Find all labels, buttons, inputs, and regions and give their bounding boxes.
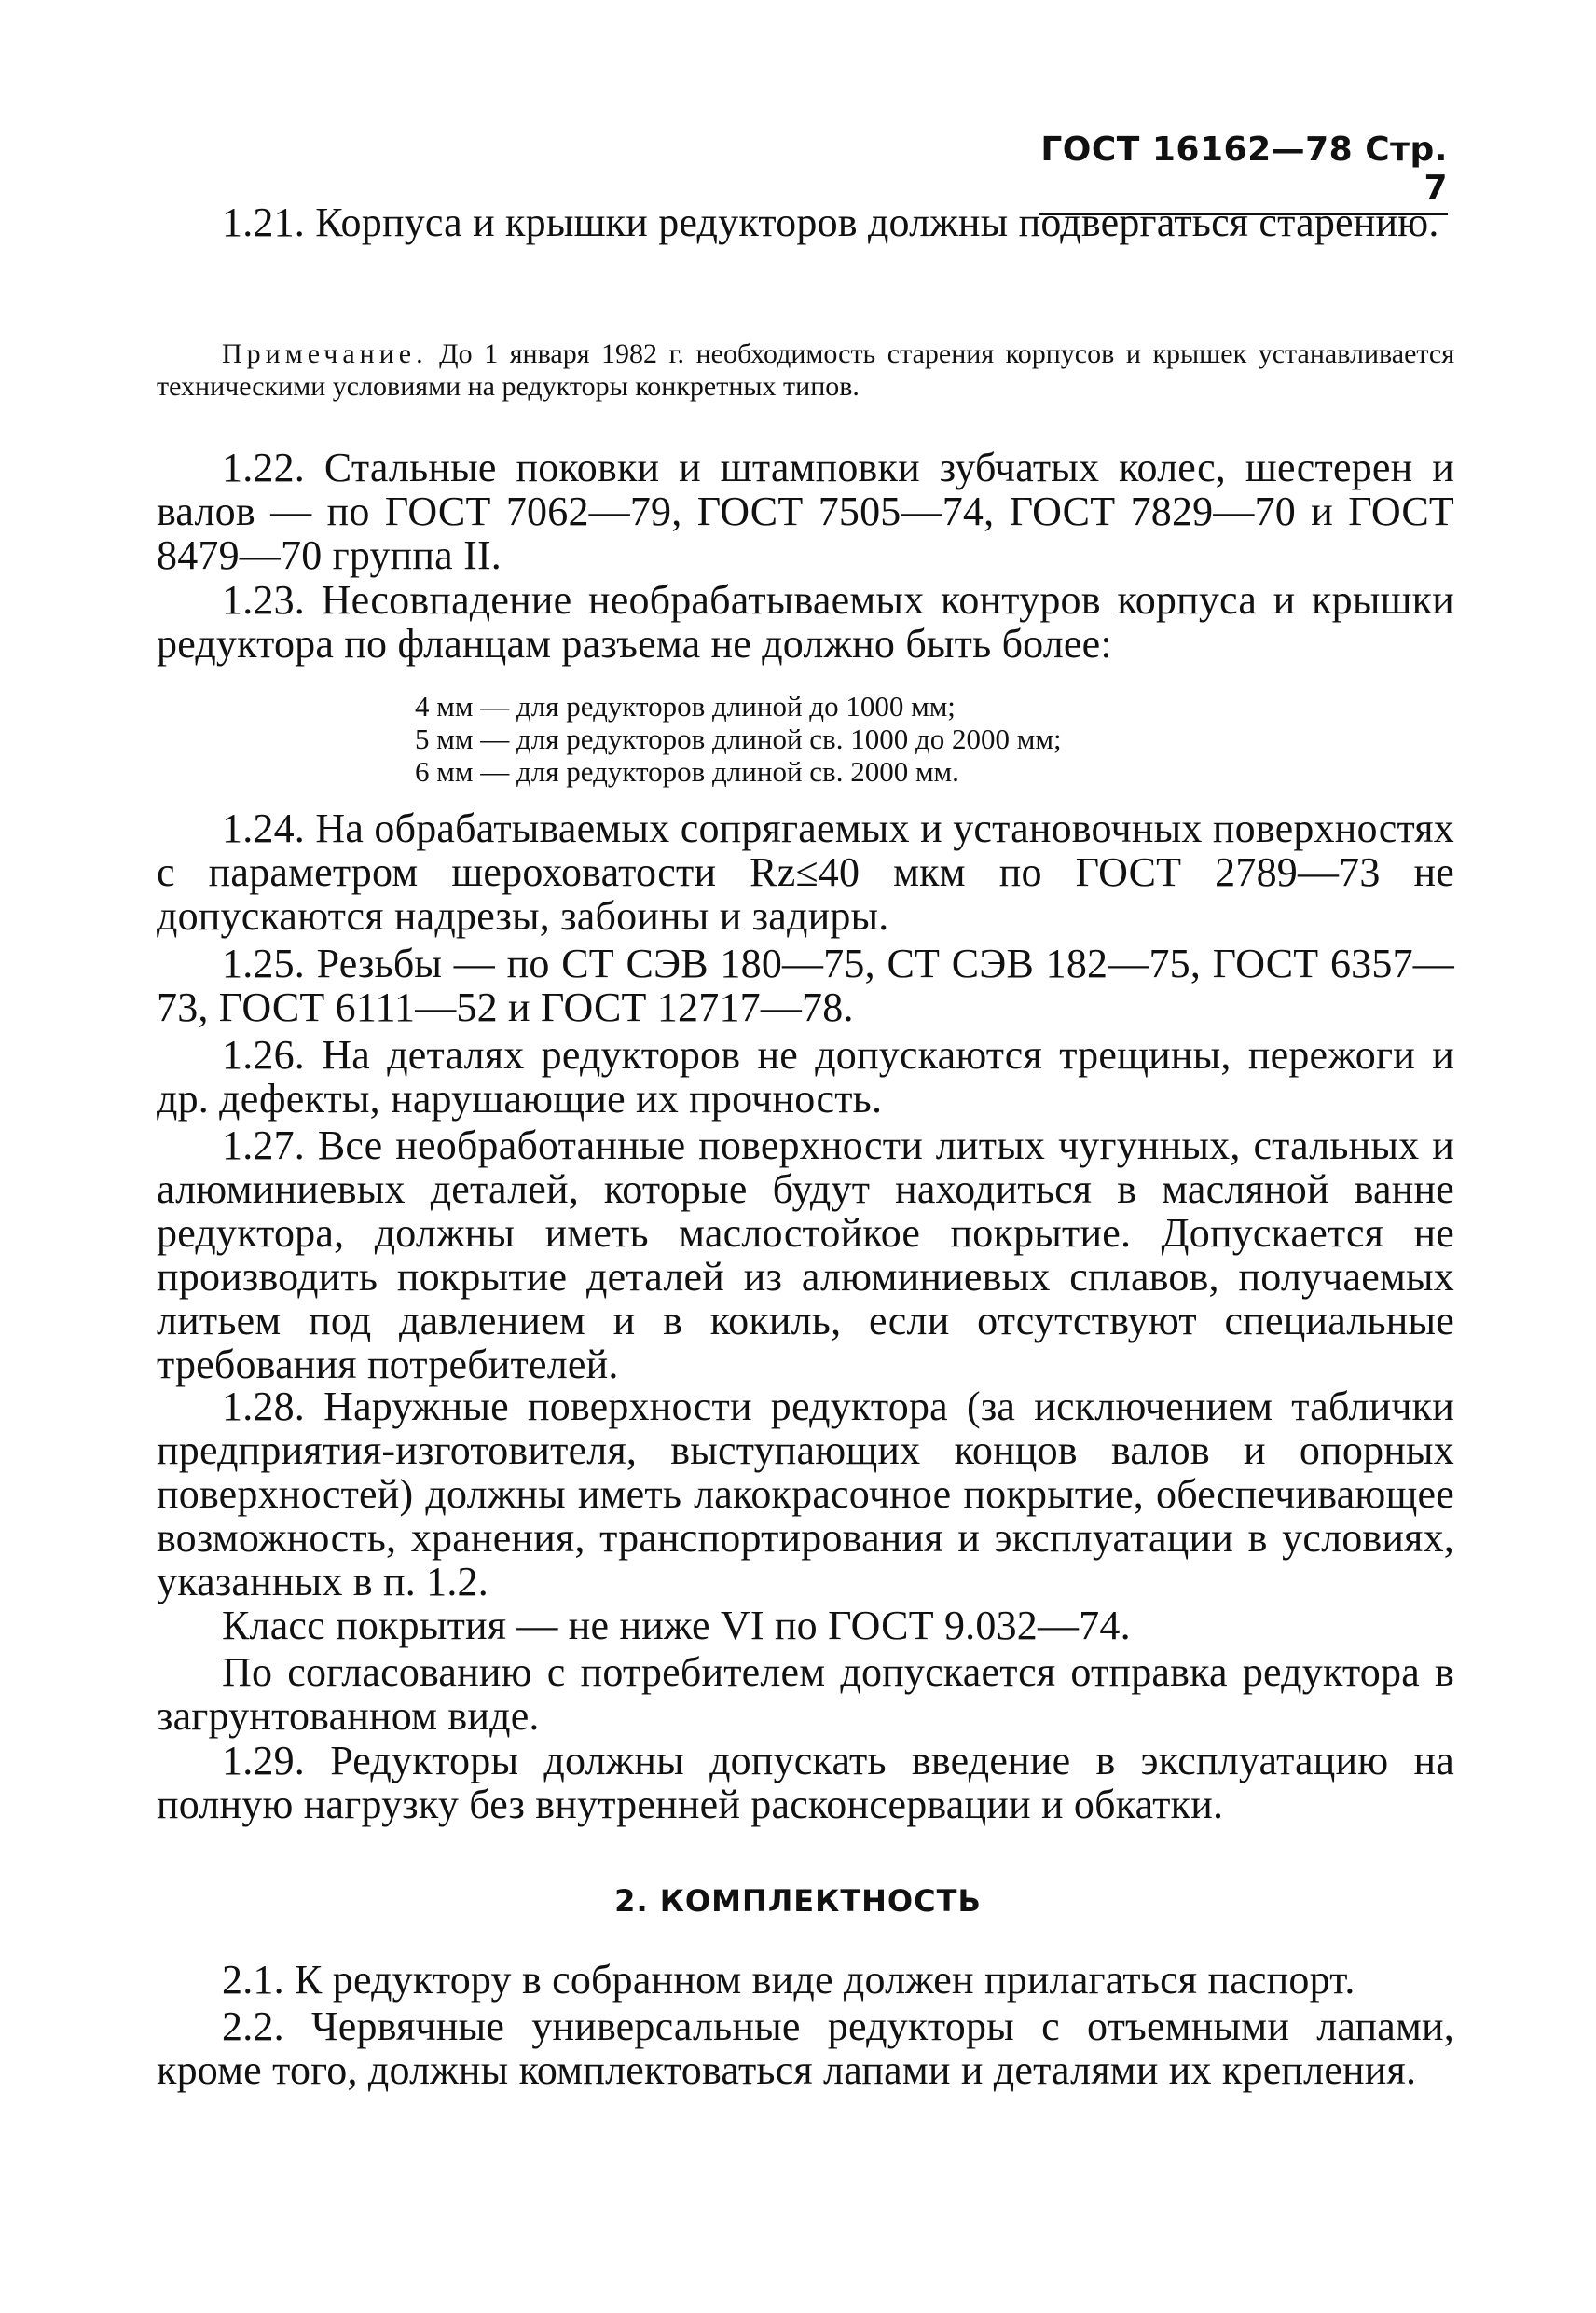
tolerance-list xyxy=(415,690,1254,788)
paragraph-1-27: 1.27. Все необработанные поверхности литых чугунных, стальных и алюминиевых деталей, которые будут находиться в масляной ванне редуктора, должны иметь маслостойкое покрытие. Допускается не производить покрытие деталей из алюминиевых сплавов, получаемых литьем под давлением и в кокиль, если отсутствуют специальные требования потребителей. xyxy=(157,1122,1454,1387)
paragraph-1-28: 1.28. Наружные поверхности редуктора (за исключением таблички предприятия-изготовителя, выступающих концов валов и опорных поверхностей) должны иметь лакокрасочное покрытие, обеспечивающее возможность, хранения, транспортирования и эксплуатации в условиях, указанных в п. 1.2. xyxy=(157,1384,1454,1604)
paragraph-1-24: 1.24. На обрабатываемых сопрягаемых и установочных поверхностях с параметром шероховатости Rz≤40 мкм по ГОСТ 2789—73 не допускаются надрезы, забоины и задиры. xyxy=(157,805,1454,939)
list-item: 4 мм — для редукторов длиной до 1000 мм; xyxy=(415,690,956,723)
page-header: ГОСТ 16162—78 Стр. 7 xyxy=(1039,131,1448,215)
paragraph-1-21: 1.21. Корпуса и крышки редукторов должны подвергаться старению. xyxy=(222,200,1439,245)
note-paragraph xyxy=(157,337,1454,403)
list-item: 5 мм — для редукторов длиной св. 1000 до 2000 мм; xyxy=(415,723,1062,755)
paragraph-1-29: 1.29. Редукторы должны допускать введение в эксплуатацию на полную нагрузку без внутренней расконсервации и обкатки. xyxy=(157,1738,1454,1827)
paragraph-2-2: 2.2. Червячные универсальные редукторы с отъемными лапами, кроме того, должны комплектоваться лапами и деталями их крепления. xyxy=(157,2003,1454,2093)
note-label: Примечание. xyxy=(222,338,428,369)
paragraph-2-1: 2.1. К редуктору в собранном виде должен прилагаться паспорт. xyxy=(222,1957,1355,2003)
paragraph-agreement: По согласованию с потребителем допускается отправка редуктора в загрунтованном виде. xyxy=(157,1649,1454,1739)
paragraph-1-25: 1.25. Резьбы — по СТ СЭВ 180—75, СТ СЭВ 182—75, ГОСТ 6357—73, ГОСТ 6111—52 и ГОСТ 12717—78. xyxy=(157,941,1454,1030)
list-item: 6 мм — для редукторов длиной св. 2000 мм. xyxy=(415,755,959,788)
paragraph-1-23: 1.23. Несовпадение необрабатываемых контуров корпуса и крышки редуктора по фланцам разъема не должно быть более: xyxy=(157,577,1454,667)
section-title: 2. КОМПЛЕКТНОСТЬ xyxy=(614,1883,982,1919)
note-text: До 1 января 1982 г. необходимость старения корпусов и крышек устанавливается техническими условиями на редукторы конкретных типов. xyxy=(157,338,1454,402)
paragraph-1-22: 1.22. Стальные поковки и штамповки зубчатых колес, шестерен и валов — по ГОСТ 7062—79, ГОСТ 7505—74, ГОСТ 7829—70 и ГОСТ 8479—70 группа II. xyxy=(157,445,1454,578)
paragraph-coating-class: Класс покрытия — не ниже VI по ГОСТ 9.032—74. xyxy=(222,1603,1131,1648)
paragraph-1-26: 1.26. На деталях редукторов не допускаются трещины, пережоги и др. дефекты, нарушающие их прочность. xyxy=(157,1032,1454,1122)
